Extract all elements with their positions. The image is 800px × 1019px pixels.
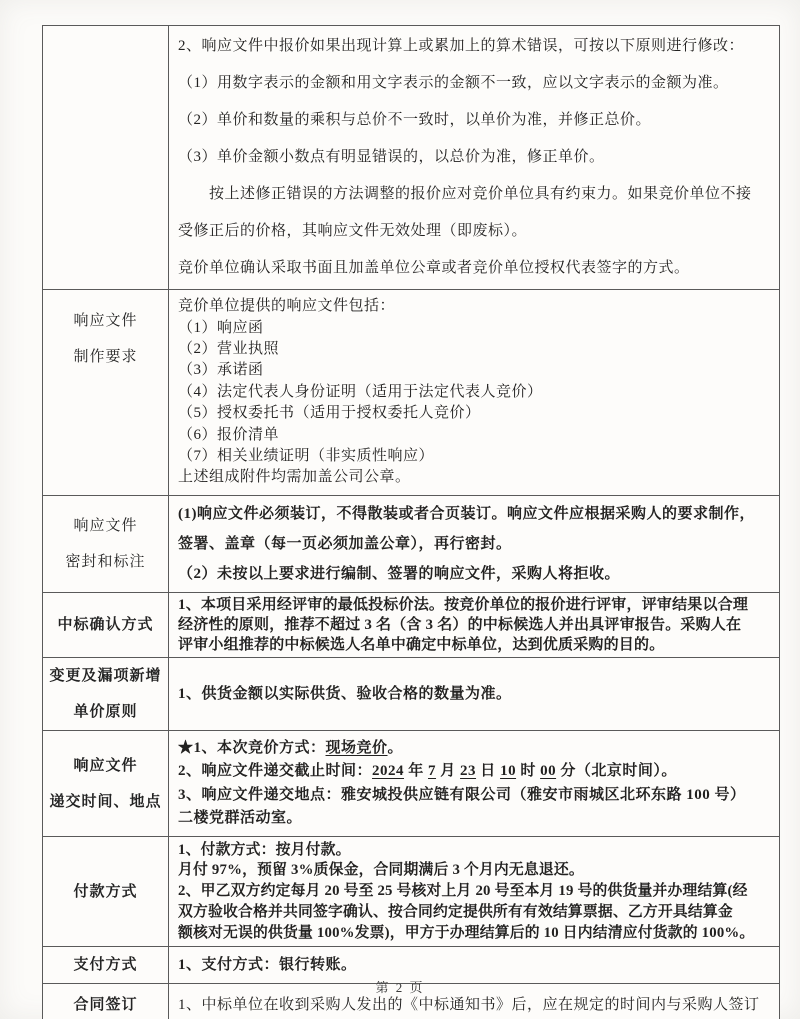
table-row xyxy=(43,26,780,290)
row-label-line: 合同签订 xyxy=(73,997,138,1013)
text-segment: 经济性的原则，推荐不超过 3 名（含 3 名）的中标候选人并出具评审报告。采购人在 xyxy=(178,617,742,633)
content-line xyxy=(178,446,775,467)
text-segment: （6）报价清单 xyxy=(178,426,280,443)
content-line xyxy=(178,250,775,287)
text-segment: 按上述修正错误的方法调整的报价应对竞价单位具有约束力。如果竞价单位不接 xyxy=(178,186,752,202)
text-segment: 上述组成附件均需加盖公司公章。 xyxy=(178,469,411,486)
row-label-line: 支付方式 xyxy=(73,957,138,973)
row-label xyxy=(43,658,169,731)
content-line xyxy=(178,28,775,65)
table-row xyxy=(43,496,780,593)
row-label xyxy=(43,26,169,290)
page-number: 第 2 页 xyxy=(375,980,425,995)
row-label xyxy=(43,496,169,593)
content-line xyxy=(178,615,775,635)
text-segment: 时 xyxy=(516,763,541,779)
row-label-line: 密封和标注 xyxy=(65,554,146,570)
row-label xyxy=(43,593,169,658)
content-line xyxy=(178,595,775,615)
row-label-line: 变更及漏项新增 xyxy=(49,668,162,684)
text-segment: （2）未按以上要求进行编制、签署的响应文件，采购人将拒收。 xyxy=(178,566,621,582)
content-line xyxy=(178,923,775,944)
content-line xyxy=(178,684,775,705)
text-segment: 分（北京时间）。 xyxy=(556,763,677,779)
row-label-line: 递交时间、地点 xyxy=(49,793,162,810)
table-row xyxy=(43,290,780,496)
bid-terms-table xyxy=(42,25,780,1019)
text-segment: (1)响应文件必须装订，不得散装或者合页装订。响应文件应根据采购人的要求制作， xyxy=(178,506,755,522)
text-segment: （3）单价金额小数点有明显错误的，以总价为准，修正单价。 xyxy=(178,149,605,165)
row-content xyxy=(169,837,780,947)
underlined-value: 23 xyxy=(460,763,477,779)
row-label xyxy=(43,731,169,837)
content-line xyxy=(178,902,775,923)
text-segment: 评审小组推荐的中标候选人名单中确定中标单位，达到优质采购的目的。 xyxy=(178,637,665,653)
content-line xyxy=(178,360,775,381)
row-label-line: 响应文件 xyxy=(73,313,138,329)
text-segment: （5）授权委托书（适用于授权委托人竞价） xyxy=(178,405,481,422)
content-line xyxy=(178,467,775,488)
text-segment: 日 xyxy=(476,763,501,779)
content-line xyxy=(178,65,775,102)
row-label-line: 制作要求 xyxy=(73,349,138,365)
row-label-line: 付款方式 xyxy=(73,883,138,900)
text-segment: ★1、本次竞价方式： xyxy=(178,739,326,756)
text-segment: 双方验收合格并共同签字确认、按合同约定提供所有有效结算票据、乙方开具结算金 xyxy=(178,903,733,920)
content-line xyxy=(178,339,775,360)
content-line xyxy=(178,784,775,808)
underlined-value: 10 xyxy=(500,763,517,779)
row-content xyxy=(169,593,780,658)
content-line xyxy=(178,807,775,831)
content-line xyxy=(178,840,775,861)
text-segment: 年 xyxy=(404,763,429,779)
content-line xyxy=(178,296,775,317)
content-line xyxy=(178,760,775,784)
text-segment: （2）营业执照 xyxy=(178,340,280,357)
text-segment: 2、甲乙双方约定每月 20 号至 25 号核对上月 20 号至本月 19 号的供货量并办理结算(经 xyxy=(178,883,748,900)
underlined-value: 现场竞价 xyxy=(325,739,388,756)
text-segment: 竞价单位提供的响应文件包括： xyxy=(178,298,396,315)
content-line xyxy=(178,176,775,213)
row-label-line: 响应文件 xyxy=(73,757,138,774)
text-segment: 。 xyxy=(387,739,404,756)
table-row xyxy=(43,658,780,731)
content-line xyxy=(178,529,775,559)
row-content xyxy=(169,731,780,837)
content-line xyxy=(178,102,775,139)
content-line xyxy=(178,955,775,976)
text-segment: （4）法定代表人身份证明（适用于法定代表人竞价） xyxy=(178,383,543,400)
content-line xyxy=(178,635,775,655)
text-segment: 二楼党群活动室。 xyxy=(178,810,303,826)
content-line xyxy=(178,139,775,176)
content-line xyxy=(178,881,775,902)
content-line xyxy=(178,213,775,250)
text-segment: 1、支付方式：银行转账。 xyxy=(178,956,357,973)
text-segment: 1、本项目采用经评审的最低投标价法。按竞价单位的报价进行评审，评审结果以合理 xyxy=(178,597,749,613)
content-line xyxy=(178,559,775,589)
text-segment: 月付 97%，预留 3%质保金，合同期满后 3 个月内无息退还。 xyxy=(178,862,584,879)
row-label-line: 中标确认方式 xyxy=(57,617,154,633)
row-label-line: 单价原则 xyxy=(73,704,138,720)
underlined-value: 7 xyxy=(428,763,437,779)
row-content xyxy=(169,26,780,290)
text-segment: （3）承诺函 xyxy=(178,362,264,379)
text-segment: （2）单价和数量的乘积与总价不一致时，以单价为准，并修正总价。 xyxy=(178,112,652,128)
row-label xyxy=(43,290,169,496)
row-label-line: 响应文件 xyxy=(73,518,138,534)
underlined-value: 00 xyxy=(540,763,557,779)
text-segment: 受修正后的价格，其响应文件无效处理（即废标）。 xyxy=(178,223,528,239)
content-line xyxy=(178,737,775,761)
text-segment: 额核对无误的供货量 100%发票)，甲方于办理结算后的 10 日内结清应付货款的 100%。 xyxy=(178,924,755,941)
content-line xyxy=(178,860,775,881)
table-row xyxy=(43,837,780,947)
content-line xyxy=(178,403,775,424)
content-line xyxy=(178,318,775,339)
text-segment: 1、付款方式：按月付款。 xyxy=(178,841,351,858)
row-content xyxy=(169,658,780,731)
text-segment: 3、响应文件递交地点：雅安城投供应链有限公司（雅安市雨城区北环东路 100 号） xyxy=(178,786,746,803)
text-segment: 月 xyxy=(436,763,461,779)
table-row xyxy=(43,731,780,837)
text-segment: 1、供货金额以实际供货、验收合格的数量为准。 xyxy=(178,685,512,702)
row-label xyxy=(43,837,169,947)
content-line xyxy=(178,995,775,1016)
text-segment: （1）用数字表示的金额和用文字表示的金额不一致，应以文字表示的金额为准。 xyxy=(178,75,729,91)
table-row xyxy=(43,593,780,658)
content-line xyxy=(178,382,775,403)
text-segment: （1）响应函 xyxy=(178,319,264,336)
text-segment: 1、中标单位在收到采购人发出的《中标通知书》后，应在规定的时间内与采购人签订 xyxy=(178,996,760,1013)
text-segment: 2、响应文件递交截止时间： xyxy=(178,763,373,779)
content-line xyxy=(178,499,775,529)
text-segment: 竞价单位确认采取书面且加盖单位公章或者竞价单位授权代表签字的方式。 xyxy=(178,260,690,276)
text-segment: （7）相关业绩证明（非实质性响应） xyxy=(178,448,435,465)
underlined-value: 2024 xyxy=(372,763,405,779)
text-segment: 2、响应文件中报价如果出现计算上或累加上的算术错误，可按以下原则进行修改： xyxy=(178,38,745,54)
content-line xyxy=(178,425,775,446)
row-content xyxy=(169,290,780,496)
text-segment: 签署、盖章（每一页必须加盖公章），再行密封。 xyxy=(178,536,512,552)
row-content xyxy=(169,496,780,593)
